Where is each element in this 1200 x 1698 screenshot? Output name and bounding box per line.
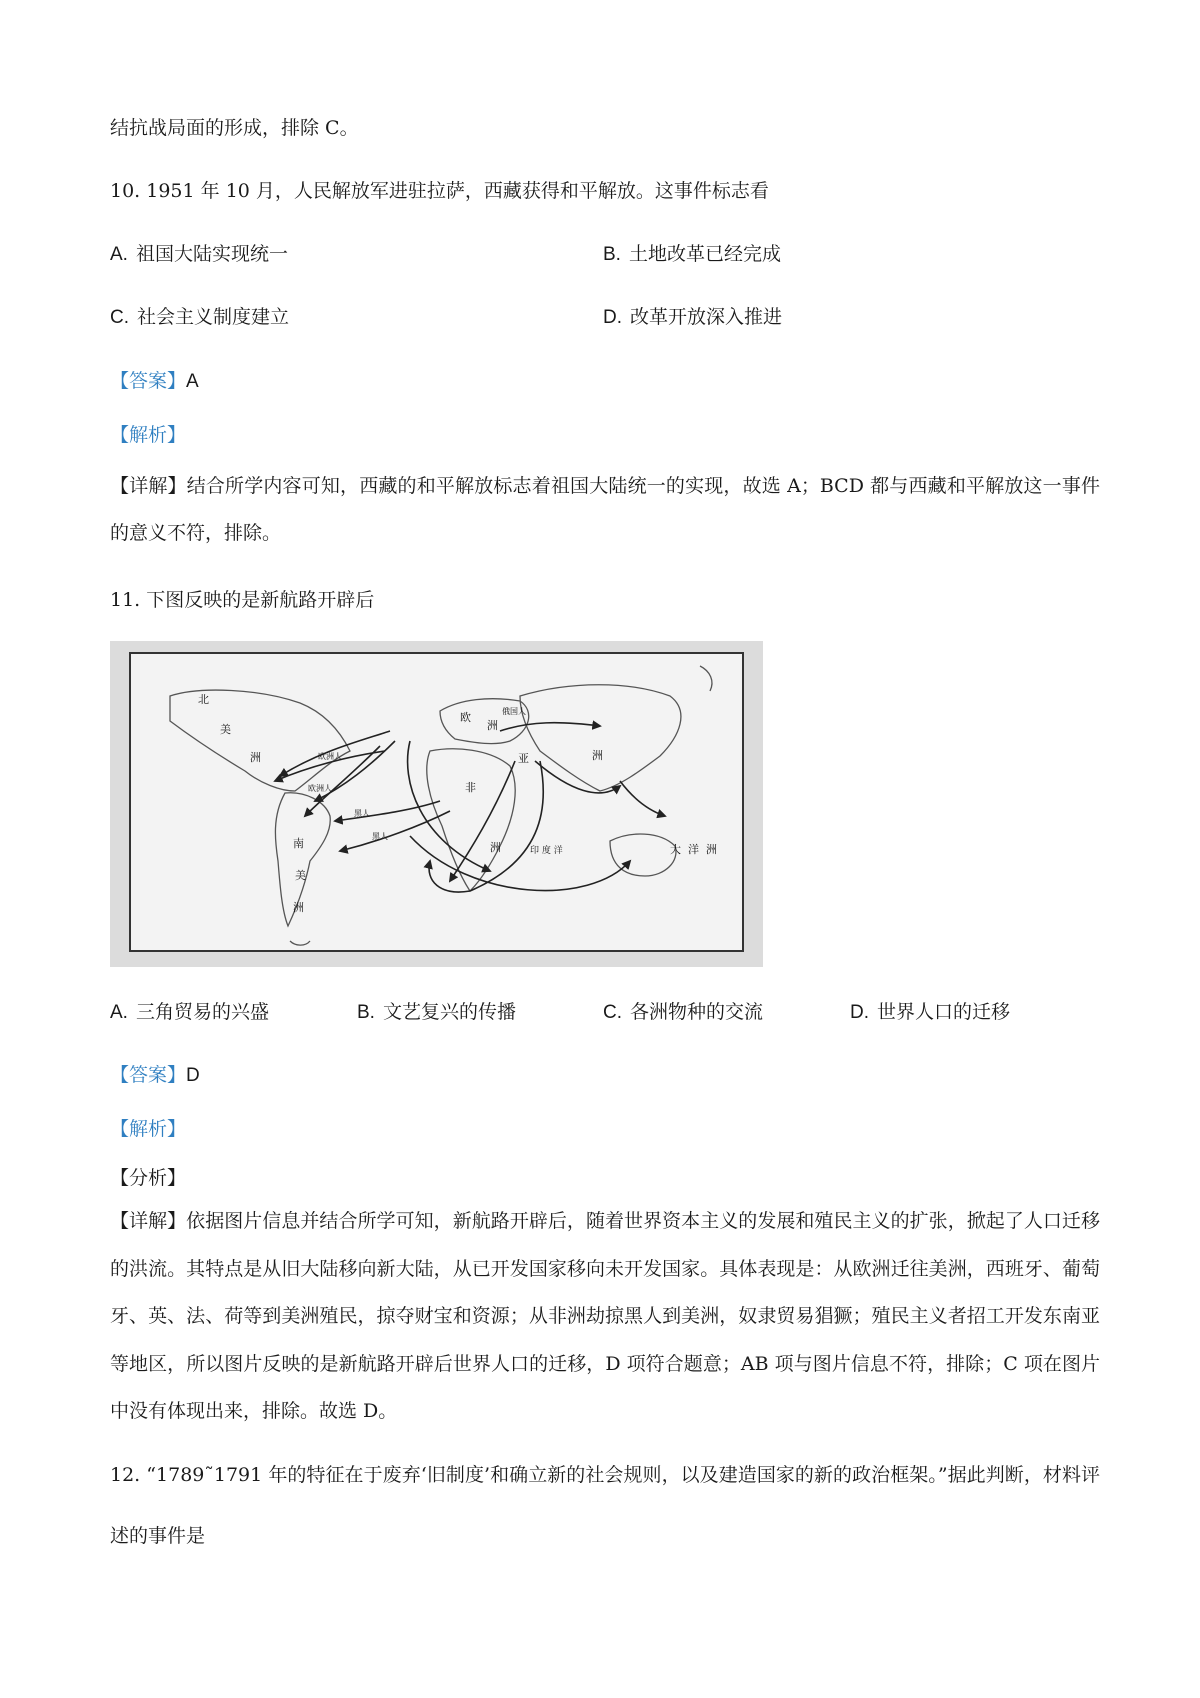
answer-value: A [186,371,199,392]
q10-analysis-tag: 【解析】 [110,424,187,446]
oc-label-3: 洲 [706,843,717,856]
q10-detail [110,463,1100,557]
detail-tag: 【详解】 [110,475,187,497]
q11-option-a: A. 三角贸易的兴盛 [110,1001,269,1023]
answer-value: D [186,1065,200,1086]
question-12-stem: 12. “1789˜1791 年的特征在于废弃‘旧制度’和确立新的社会规则，以及建造国家的新的政治框架。”据此判断，材料评述的事件是 [110,1464,1100,1547]
q10-option-a: A. 祖国大陆实现统一 [110,243,288,265]
af-label-1: 非 [465,781,476,794]
detail-text: 依据图片信息并结合所学可知，新航路开辟后，随着世界资本主义的发展和殖民主义的扩张，掀起了人口迁移的洪流。其特点是从旧大陆移向新大陆，从已开发国家移向未开发国家。具体表现是：从欧洲迁往美洲，西班牙、葡萄牙、英、法、荷等到美洲殖民，掠夺财宝和资源；从非洲劫掠黑人到美洲，奴隶贸易猖獗；殖民主义者招工开发东南亚等地区，所以图片反映的是新航路开辟后世界人口的迁移，D 项符合题意；AB 项与图片信息不符，排除；C 项在图片中没有体现出来，排除。故选 D。 [110,1210,1100,1422]
eu-label-1: 欧 [460,711,471,724]
oc-label-1: 大 [670,843,681,856]
q11-answer [110,1060,200,1087]
indian-ocean-label: 印 度 洋 [530,846,563,856]
q11-option-d: D. 世界人口的迁移 [850,1001,1011,1023]
question-10-stem: 10. 1951 年 10 月，人民解放军进驻拉萨，西藏获得和平解放。这事件标志看 [110,180,769,202]
sa-label-2: 美 [295,869,306,882]
world-migration-map [110,641,763,967]
sa-label-1: 南 [293,837,304,850]
answer-tag: 【答案】 [110,1064,187,1086]
answer-tag: 【答案】 [110,370,187,392]
na-label-1: 北 [198,693,209,706]
question-11-stem: 11. 下图反映的是新航路开辟后 [110,589,375,611]
detail-tag: 【详解】 [110,1210,187,1232]
q10-answer [110,366,199,393]
q10-option-c: C. 社会主义制度建立 [110,306,290,328]
na-label-3: 洲 [250,751,261,764]
af-label-2: 洲 [490,841,501,854]
eu-label-2: 洲 [487,719,498,732]
as-label-2: 洲 [592,749,603,762]
flow-label-europeans-2: 欧洲人 [308,784,332,793]
q11-option-b: B. 文艺复兴的传播 [357,1001,516,1023]
flow-label-blacks-1: 黑人 [354,809,370,818]
q10-option-b: B. 土地改革已经完成 [603,243,781,265]
q11-analysis-tag: 【解析】 [110,1118,187,1140]
oc-label-2: 洋 [688,843,699,856]
na-label-2: 美 [220,723,231,736]
q11-option-c: C. 各洲物种的交流 [603,1001,764,1023]
previous-answer-tail: 结抗战局面的形成，排除 C。 [110,117,359,139]
flow-label-blacks-2: 黑人 [372,832,388,841]
flow-label-russians: 俄国人 [502,707,526,716]
q11-detail [110,1198,1100,1436]
detail-text: 结合所学内容可知，西藏的和平解放标志着祖国大陆统一的实现，故选 A；BCD 都与西藏和平解放这一事件的意义不符，排除。 [110,475,1100,544]
q10-option-d: D. 改革开放深入推进 [603,306,783,328]
as-label-1: 亚 [518,752,529,765]
q11-fenxi-tag: 【分析】 [110,1167,187,1189]
flow-label-europeans-1: 欧洲人 [318,752,342,761]
sa-label-3: 洲 [293,901,304,914]
